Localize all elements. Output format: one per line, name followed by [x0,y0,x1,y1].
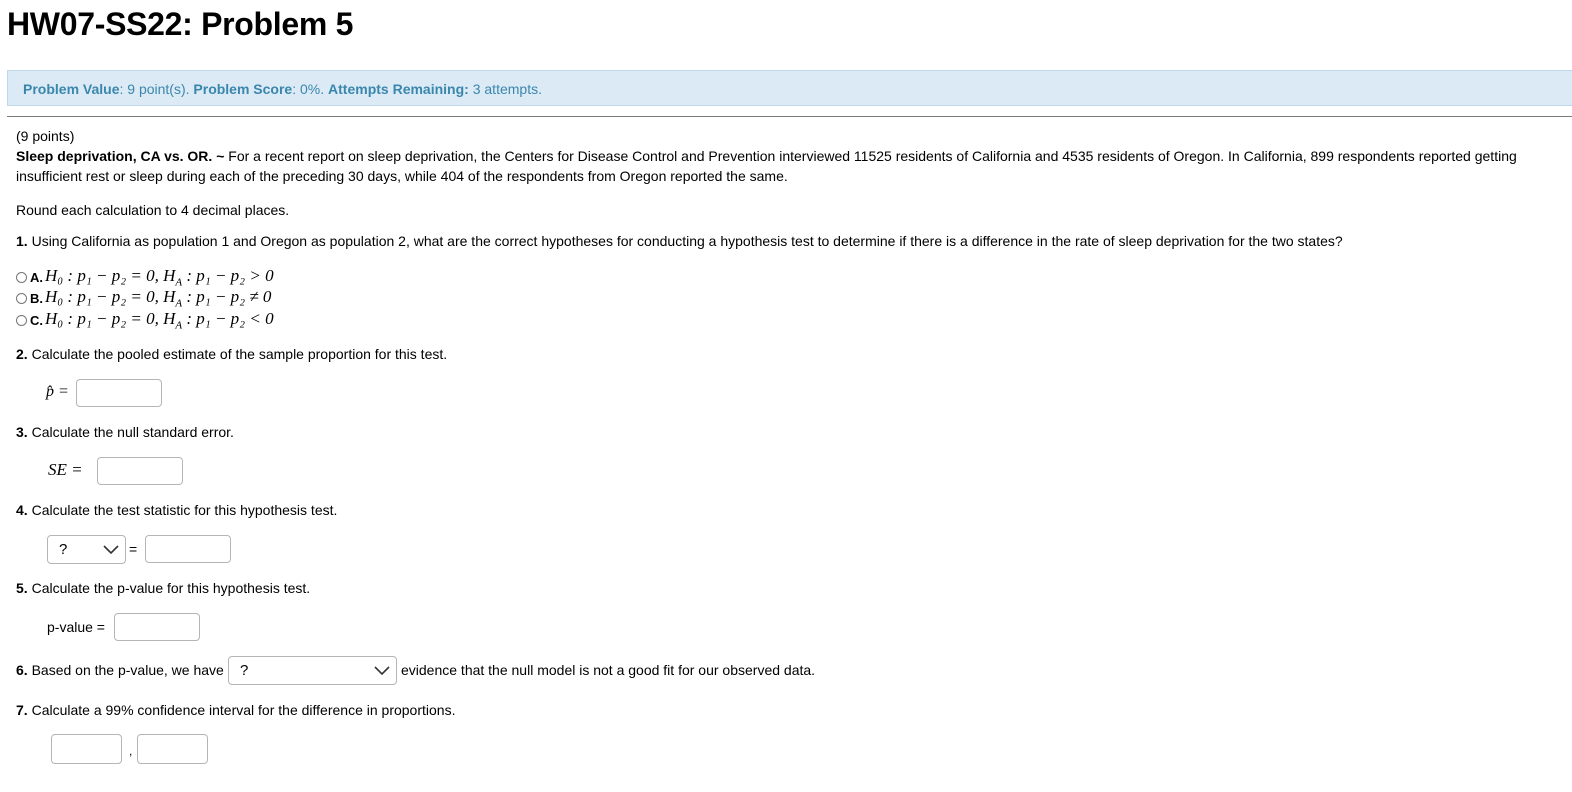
question-6-text-before: Based on the p-value, we have [31,662,224,678]
option-b-radio[interactable] [16,293,27,304]
problem-value-text: : 9 point(s). [119,81,190,97]
question-7 [16,702,455,718]
question-2-text: Calculate the pooled estimate of the sample proportion for this test. [31,346,448,362]
question-6 [16,662,224,678]
question-3-number: 3. [16,424,28,440]
question-3-text: Calculate the null standard error. [31,424,234,440]
question-7-text: Calculate a 99% confidence interval for the difference in proportions. [31,702,456,718]
question-7-number: 7. [16,702,28,718]
problem-heading: Sleep deprivation, CA vs. OR. ~ [16,148,225,164]
evidence-select[interactable] [228,656,397,685]
attempts-remaining-label: Attempts Remaining: [328,81,469,97]
ci-lower-input[interactable] [51,734,122,764]
question-6-text-after: evidence that the null model is not a good fit for our observed data. [401,662,816,678]
option-c-hypotheses: H₀ : p₁ − p₂ = 0, $H_A$ : p₁ − p₂ < 0 [45,309,274,332]
option-a[interactable] [16,267,274,288]
question-3 [16,424,234,440]
question-5-text: Calculate the p-value for this hypothesis test. [31,580,311,596]
option-b[interactable] [16,288,271,309]
problem-intro [16,126,1556,220]
option-b-hypotheses: H₀ : p₁ − p₂ = 0, $H_A$ : p₁ − p₂ ≠ 0 [45,287,272,310]
test-statistic-select-value: ? [59,541,68,558]
page-title: HW07-SS22: Problem 5 [7,6,354,42]
divider [7,116,1572,117]
p-value-label: p-value = [47,619,105,635]
option-a-radio[interactable] [16,272,27,283]
problem-score-label: Problem Score [193,81,293,97]
evidence-select-value: ? [240,662,249,679]
problem-value-label: Problem Value [23,81,120,97]
chevron-down-icon [103,545,119,555]
attempts-remaining-text: 3 attempts. [472,81,542,97]
points-text: (9 points) [16,128,75,144]
question-4-text: Calculate the test statistic for this hypothesis test. [31,502,338,518]
question-1-text: Using California as population 1 and Oregon as population 2, what are the correct hypotheses for conducting a hypothesis test to determine if there is a difference in the rate of sleep deprivation for the two states? [31,233,1343,249]
problem-score-text: : 0%. [292,81,325,97]
p-value-input[interactable] [114,613,200,641]
question-4-number: 4. [16,502,28,518]
rounding-instruction: Round each calculation to 4 decimal places. [16,202,290,218]
p-hat-label: p̂ = [46,383,69,400]
question-5-number: 5. [16,580,28,596]
test-statistic-equals: = [129,541,138,557]
option-a-hypotheses: H₀ : p₁ − p₂ = 0, $H_A$ : p₁ − p₂ > 0 [45,266,274,289]
option-b-letter: B. [30,291,43,306]
ci-separator: , [129,744,133,758]
question-4 [16,502,337,518]
se-label: SE = [48,460,83,479]
problem-statement [16,146,1556,186]
option-a-letter: A. [30,270,43,285]
problem-body: For a recent report on sleep deprivation, the Centers for Disease Control and Prevention interviewed 11525 residents of California and 4535 residents of Oregon. In California, 899 respondents reported getting insufficient rest or sleep during each of the preceding 30 days, while 404 of the respondents from Oregon reported the same. [16,148,1517,184]
se-input[interactable] [97,457,183,485]
chevron-down-icon [374,666,390,676]
option-c-radio[interactable] [16,315,27,326]
option-c-letter: C. [30,313,43,328]
p-hat-input[interactable] [76,379,162,407]
question-6-number: 6. [16,662,28,678]
question-1 [16,233,1343,249]
test-statistic-input[interactable] [145,535,231,563]
question-2 [16,346,447,362]
question-2-number: 2. [16,346,28,362]
question-1-number: 1. [16,233,28,249]
question-5 [16,580,310,596]
test-statistic-select[interactable] [47,535,126,564]
option-c[interactable] [16,310,274,331]
ci-upper-input[interactable] [137,734,208,764]
problem-info-bar [7,70,1572,106]
